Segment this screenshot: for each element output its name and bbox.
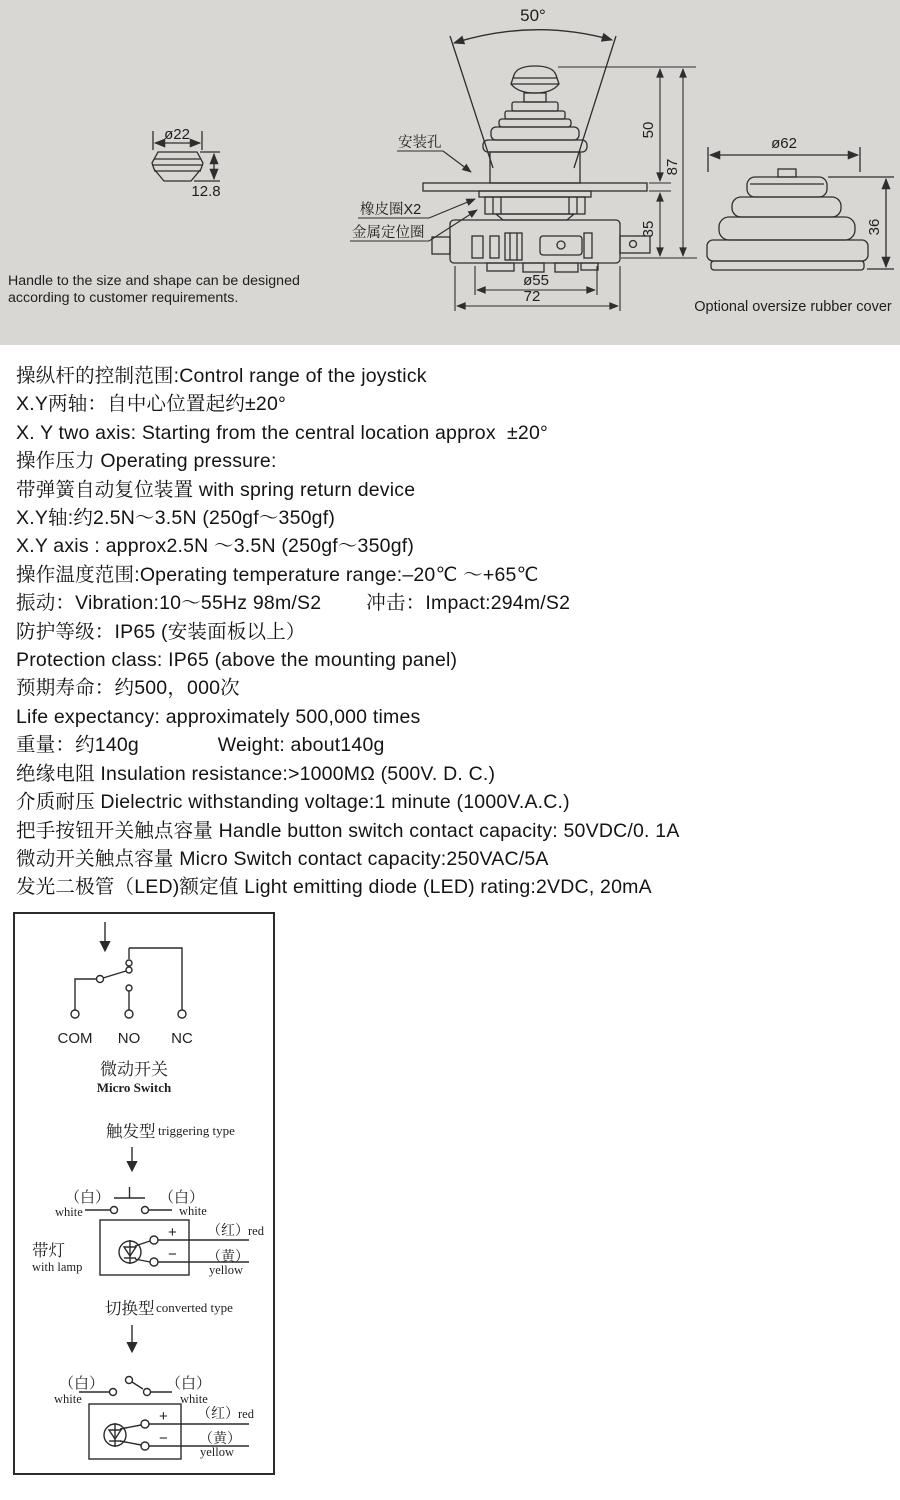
convert-white-left-cn: （白） xyxy=(59,1375,105,1392)
circuit-svg xyxy=(15,914,273,1473)
converted-type-label-en: converted type xyxy=(156,1300,233,1315)
handle-caption-line2: according to customer requirements. xyxy=(8,290,239,306)
spec-protection-en: Protection class: IP65 (above the mounting panel) xyxy=(16,649,458,672)
dim-55: ø55 xyxy=(523,272,549,289)
rubber-cover-drawing xyxy=(707,147,894,270)
spec-weight: 重量：约140g Weight: about140g xyxy=(16,734,385,757)
cone-angle-dim: 50° xyxy=(520,6,546,25)
handle-height-dim: 12.8 xyxy=(191,183,221,200)
cover-height-dim: 36 xyxy=(866,218,883,236)
micro-switch-label-en: Micro Switch xyxy=(96,1080,172,1095)
label-rubber-ring: 橡皮圈X2 xyxy=(360,202,422,218)
trigger-red-cn: （红） xyxy=(207,1222,249,1238)
dim-87: 87 xyxy=(664,158,681,176)
spec-xy-axis-cn: X.Y两轴：自中心位置起约±20° xyxy=(16,393,287,416)
micro-switch-label-cn: 微动开关 xyxy=(100,1060,168,1079)
spec-life-cn: 预期寿命：约500，000次 xyxy=(16,677,240,700)
triggering-type-label-cn: 触发型 xyxy=(106,1123,156,1141)
convert-red-en: red xyxy=(238,1407,254,1421)
spec-control-range: 操纵杆的控制范围:Control range of the joystick xyxy=(16,365,427,387)
spec-force-en: X.Y axis : approx2.5N ～3.5N (250gf～350gf) xyxy=(16,535,415,558)
convert-yellow-en: yellow xyxy=(200,1445,235,1459)
convert-yellow-cn: （黄） xyxy=(199,1430,241,1446)
handle-caption-line1: Handle to the size and shape can be designed xyxy=(8,273,300,289)
spec-insulation: 绝缘电阻 Insulation resistance:>1000MΩ (500V. D. C.) xyxy=(16,762,496,785)
label-metal-ring: 金属定位圈 xyxy=(352,225,425,241)
convert-plus-label: + xyxy=(159,1408,168,1425)
spec-protection-cn: 防护等级：IP65 (安装面板以上） xyxy=(16,620,306,643)
trigger-white-right-en: white xyxy=(179,1204,207,1218)
trigger-white-left-cn: （白） xyxy=(65,1189,111,1206)
convert-white-left-en: white xyxy=(54,1392,82,1406)
spec-xy-axis-en: X. Y two axis: Starting from the central location approx ±20° xyxy=(16,421,549,444)
convert-red-cn: （红） xyxy=(197,1405,239,1421)
technical-drawings-panel xyxy=(0,0,900,345)
cover-dia-dim: ø62 xyxy=(771,135,797,152)
spec-led-rating: 发光二极管（LED)额定值 Light emitting diode (LED) rating:2VDC, 20mA xyxy=(16,876,652,899)
spec-handle-contact: 把手按钮开关触点容量 Handle button switch contact capacity: 50VDC/0. 1A xyxy=(16,819,680,842)
trigger-minus-label: − xyxy=(168,1246,177,1263)
spec-vibration-impact: 振动：Vibration:10～55Hz 98m/S2 冲击：Impact:294m/S2 xyxy=(16,592,571,615)
cover-caption: Optional oversize rubber cover xyxy=(694,299,892,315)
spec-operating-pressure: 操作压力 Operating pressure: xyxy=(16,450,277,473)
dim-50: 50 xyxy=(640,121,657,139)
convert-white-right-en: white xyxy=(180,1392,208,1406)
with-lamp-label-cn: 带灯 xyxy=(32,1242,65,1260)
trigger-red-en: red xyxy=(248,1224,264,1238)
micro-switch-schematic xyxy=(71,922,186,1018)
dim-72: 72 xyxy=(523,288,541,305)
terminal-no-label: NO xyxy=(117,1030,141,1047)
spec-temperature: 操作温度范围:Operating temperature range:–20℃ ～+65℃ xyxy=(16,563,539,586)
circuit-diagram-box xyxy=(13,912,275,1475)
converted-type-label-cn: 切换型 xyxy=(105,1300,155,1318)
label-mounting-hole: 安装孔 xyxy=(398,135,442,151)
trigger-white-left-en: white xyxy=(55,1205,83,1219)
drawings-svg xyxy=(0,0,900,345)
convert-minus-label: − xyxy=(159,1430,168,1447)
spec-dielectric: 介质耐压 Dielectric withstanding voltage:1 minute (1000V.A.C.) xyxy=(16,791,570,814)
terminal-com-label: COM xyxy=(57,1030,93,1047)
terminal-nc-label: NC xyxy=(171,1030,193,1047)
spec-life-en: Life expectancy: approximately 500,000 times xyxy=(16,705,421,728)
joystick-side-view xyxy=(423,30,650,272)
dim-35: 35 xyxy=(640,220,657,238)
trigger-yellow-cn: （黄） xyxy=(207,1248,249,1264)
trigger-yellow-en: yellow xyxy=(209,1263,244,1277)
triggering-type-label-en: triggering type xyxy=(158,1123,235,1138)
handle-dia-dim: ø22 xyxy=(164,126,190,143)
spec-micro-contact: 微动开关触点容量 Micro Switch contact capacity:250VAC/5A xyxy=(16,847,549,870)
trigger-plus-label: + xyxy=(168,1224,177,1241)
spec-spring-return: 带弹簧自动复位装置 with spring return device xyxy=(16,478,416,501)
specifications-text xyxy=(16,362,886,902)
spec-force-cn: X.Y轴:约2.5N～3.5N (250gf～350gf) xyxy=(16,507,336,530)
with-lamp-label-en: with lamp xyxy=(32,1260,83,1274)
convert-white-right-cn: （白） xyxy=(166,1375,212,1392)
trigger-white-right-cn: （白） xyxy=(159,1189,205,1206)
